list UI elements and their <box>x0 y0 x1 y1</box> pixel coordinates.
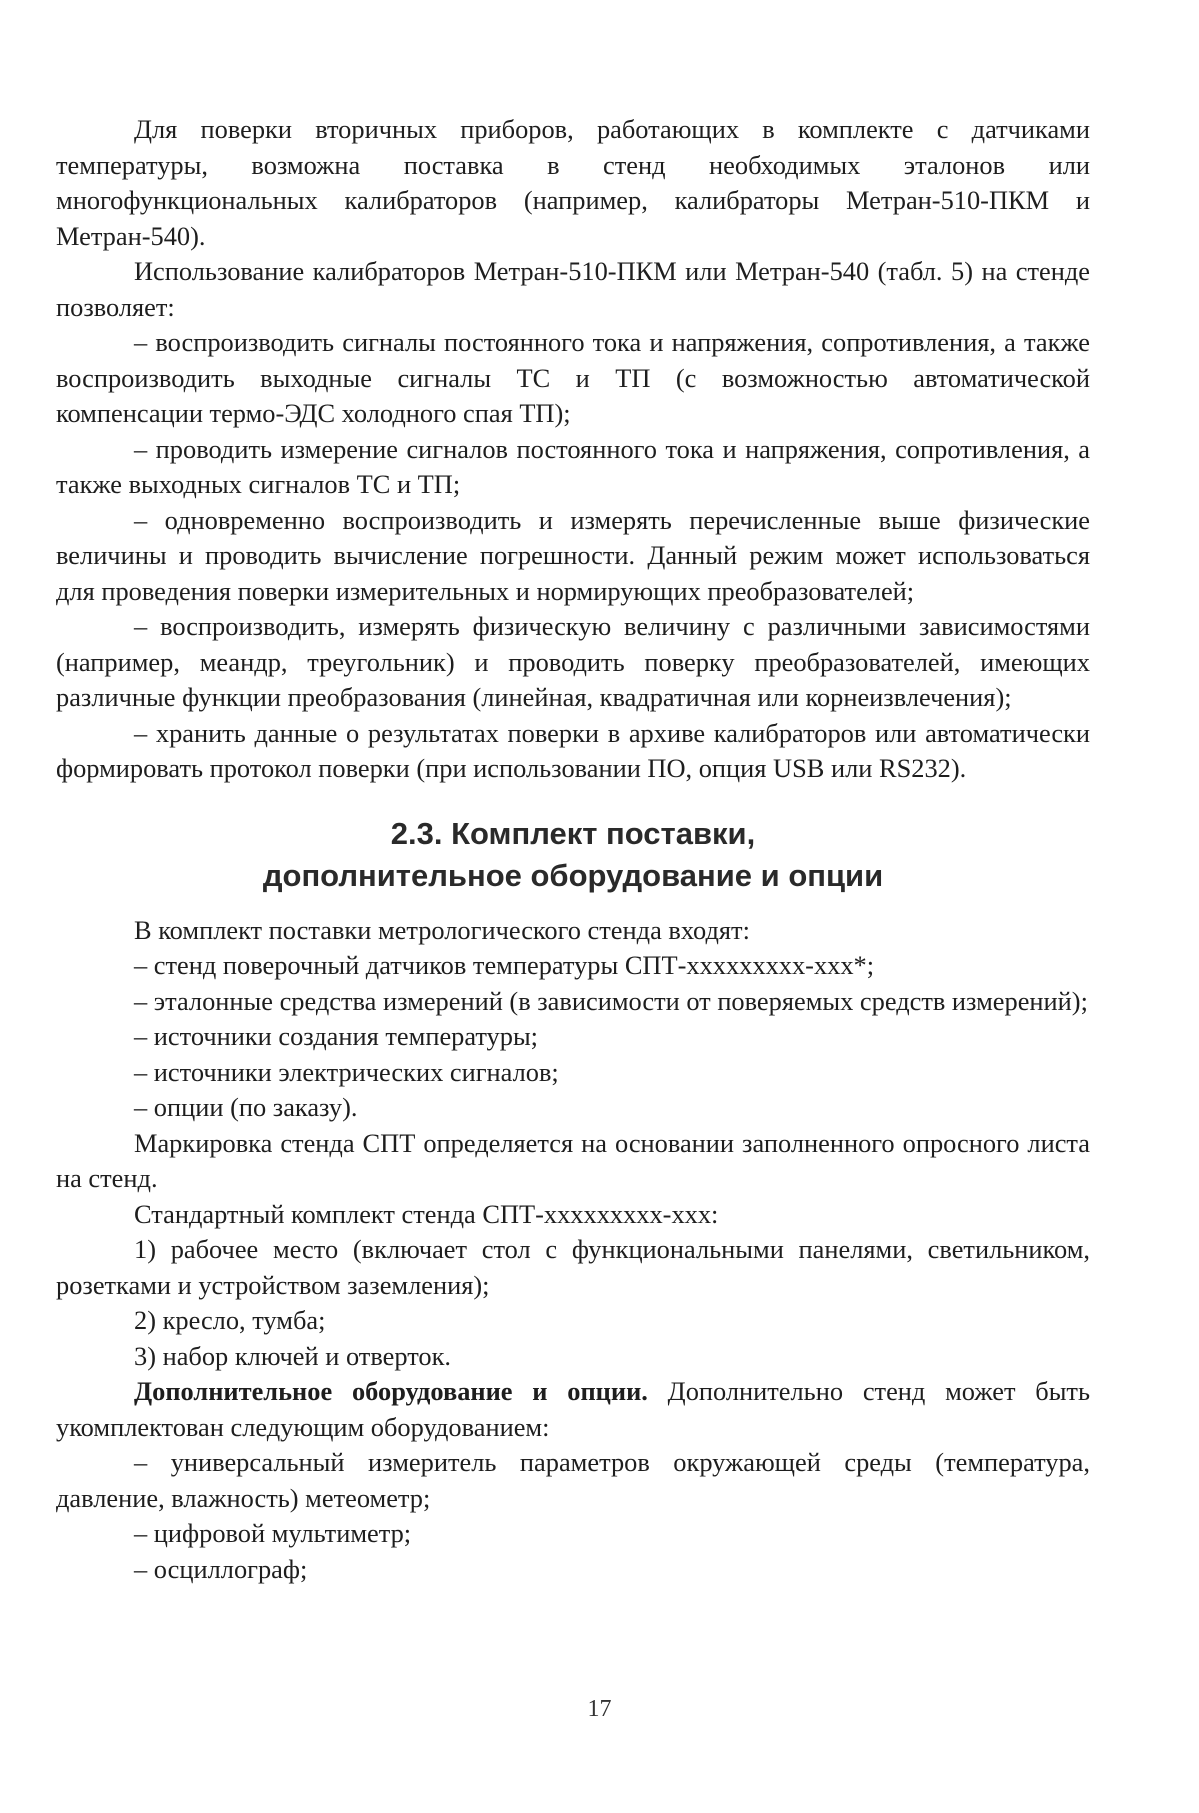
document-page <box>56 112 1090 1587</box>
paragraph: Стандартный комплект стенда СПТ-ххххххххх-ххх: <box>134 1198 719 1229</box>
list-item: – эталонные средства измерений (в зависимости от поверяемых средств измерений); <box>134 985 1088 1016</box>
page-number: 17 <box>587 1696 612 1722</box>
paragraph: В комплект поставки метрологического стенда входят: <box>134 914 750 945</box>
numbered-item: 3) набор ключей и отверток. <box>134 1340 452 1371</box>
list-item: – цифровой мультиметр; <box>134 1518 412 1548</box>
numbered-item: 1) рабочее место (включает стол с функциональными панелями, светильником, розетками и устройством заземления); <box>56 1234 1090 1300</box>
paragraph: Для поверки вторичных приборов, работающих в комплекте с датчиками температуры, возможна поставка в стенд необходимых эталонов или многофункциональных калибраторов (например, калибраторы Метран-510-ПКМ и Метран-540). <box>56 114 1090 251</box>
options-paragraph <box>56 1374 1090 1445</box>
list-item: – проводить измерение сигналов постоянного тока и напряжения, сопротивления, а также выходных сигналов ТС и ТП; <box>56 433 1090 499</box>
section-heading <box>56 813 1090 897</box>
paragraph: Использование калибраторов Метран-510-ПКМ или Метран-540 (табл. 5) на стенде позволяет: <box>56 256 1090 322</box>
options-text: Дополнительно стенд может быть укомплектован следующим оборудованием: <box>56 1376 1090 1442</box>
list-item: – источники электрических сигналов; <box>134 1056 559 1087</box>
list-item: – воспроизводить сигналы постоянного тока и напряжения, сопротивления, а также воспроизводить выходные сигналы ТС и ТП (с возможностью автоматической компенсации термо-ЭДС холодного спая ТП); <box>56 327 1090 428</box>
list-item: – воспроизводить, измерять физическую величину с различными зависимостями (например, меандр, треугольник) и проводить поверку преобразователей, имеющих различные функции преобразования (линейная, квадратичная или корнеизвлечения); <box>56 611 1090 712</box>
section-heading-line-1: 2.3. Комплект поставки, <box>390 815 756 851</box>
list-item: – хранить данные о результатах поверки в архиве калибраторов или автоматически формировать протокол поверки (при использовании ПО, опция USB или RS232). <box>56 717 1090 783</box>
options-bold-lead: Дополнительное оборудование и опции. <box>134 1376 648 1406</box>
list-item: – одновременно воспроизводить и измерять перечисленные выше физические величины и проводить вычисление погрешности. Данный режим может использоваться для проведения поверки измерительных и нормирующих преобразователей; <box>56 504 1090 606</box>
numbered-item: 2) кресло, тумба; <box>134 1305 326 1335</box>
list-item: – источники создания температуры; <box>134 1021 539 1051</box>
section-heading-line-2: дополнительное оборудование и опции <box>262 857 884 893</box>
list-item: – стенд поверочный датчиков температуры СПТ-ххххххххх-ххх*; <box>134 950 875 980</box>
paragraph: Маркировка стенда СПТ определяется на основании заполненного опросного листа на стенд. <box>56 1127 1090 1193</box>
list-item: – осциллограф; <box>134 1553 308 1584</box>
list-item: – опции (по заказу). <box>134 1092 358 1122</box>
list-item: – универсальный измеритель параметров окружающей среды (температура, давление, влажность) метеометр; <box>56 1447 1090 1513</box>
